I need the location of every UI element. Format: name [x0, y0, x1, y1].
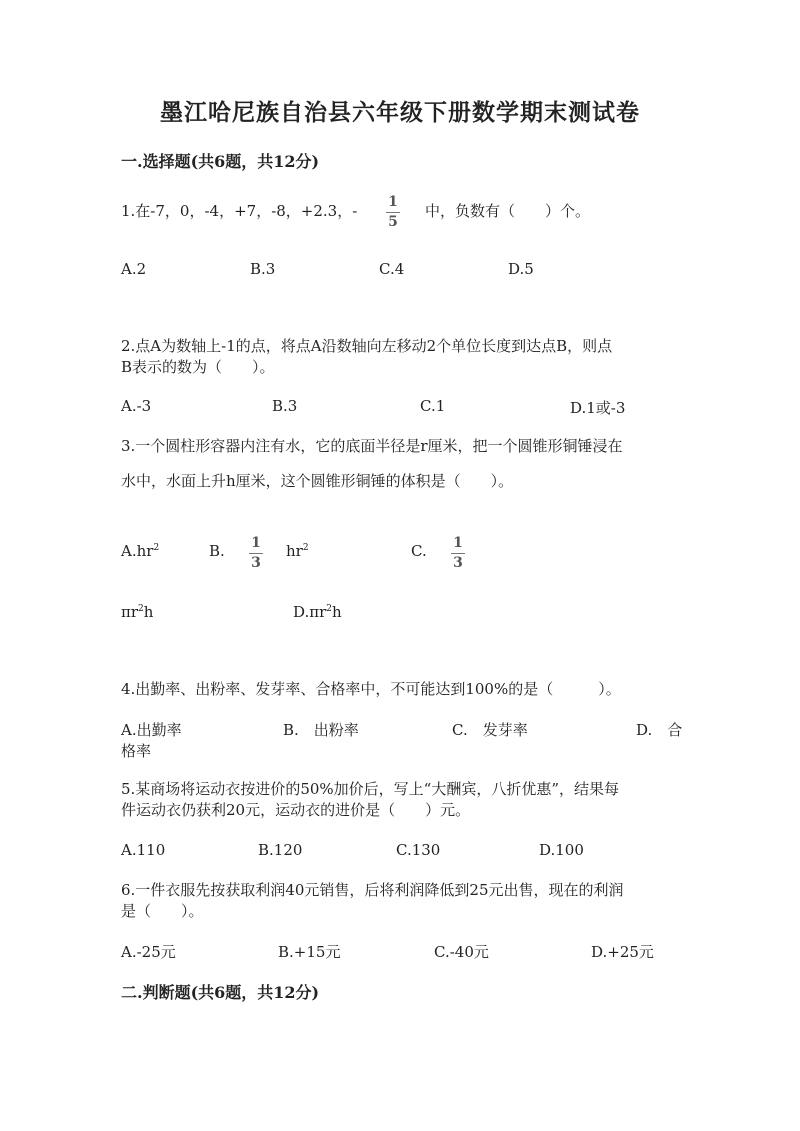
h-text: h — [143, 603, 154, 621]
question-1-option-d[interactable]: D.5 — [508, 260, 534, 278]
question-2-line-1: 2.点A为数轴上-1的点，将点A沿数轴向左移动2个单位长度到达点B，则点 — [121, 337, 613, 355]
question-6-option-a[interactable]: A.-25元 — [121, 943, 176, 961]
exponent: 2 — [326, 604, 333, 614]
question-2-option-c[interactable]: C.1 — [420, 397, 446, 415]
question-3-option-b-tail — [286, 542, 309, 560]
question-2-option-a[interactable]: A.-3 — [121, 397, 152, 415]
fraction-denominator: 5 — [388, 214, 398, 230]
section-heading-judgment: 二.判断题(共6题，共12分) — [121, 983, 320, 1002]
question-4-option-d-wrap: 格率 — [121, 742, 152, 760]
question-5-line-2: 件运动衣仍获利20元，运动衣的进价是（ ）元。 — [121, 801, 471, 819]
question-1-fraction — [383, 194, 403, 231]
question-6-option-c[interactable]: C.-40元 — [434, 943, 489, 961]
question-3-option-b-label[interactable]: B. — [209, 542, 225, 560]
question-4-text: 4.出勤率、出粉率、发芽率、合格率中，不可能达到100%的是（ ）。 — [121, 680, 621, 698]
exponent: 2 — [138, 604, 144, 614]
question-5-option-d[interactable]: D.100 — [539, 841, 584, 859]
fraction-numerator: 1 — [453, 535, 463, 551]
question-4-option-a[interactable]: A.出勤率 — [121, 721, 182, 739]
fraction-numerator: 1 — [388, 194, 398, 210]
exponent: 2 — [302, 543, 309, 553]
question-5-option-b[interactable]: B.120 — [258, 841, 303, 859]
option-b-text: hr — [286, 542, 303, 560]
question-6-option-d[interactable]: D.+25元 — [591, 943, 654, 961]
option-a-text: A.hr — [121, 542, 154, 560]
question-3-option-d[interactable] — [293, 603, 342, 621]
h-text: h — [332, 603, 342, 621]
question-6-line-1: 6.一件衣服先按获取利润40元销售，后将利润降低到25元出售，现在的利润 — [121, 881, 624, 899]
pi-r-text: πr — [121, 603, 139, 621]
question-1-text-b: 中，负数有（ ）个。 — [425, 202, 591, 220]
question-2-line-2: B表示的数为（ ）。 — [121, 358, 275, 376]
question-3-line-1: 3.一个圆柱形容器内注有水，它的底面半径是r厘米，把一个圆锥形铜锤浸在 — [121, 437, 623, 455]
question-4-option-c[interactable]: C. 发芽率 — [452, 721, 528, 739]
exponent: 2 — [153, 543, 160, 553]
question-3-option-a[interactable] — [121, 542, 159, 560]
question-1-option-a[interactable]: A.2 — [121, 260, 147, 278]
fraction-bar — [386, 212, 400, 213]
question-2-option-d[interactable]: D.1或-3 — [570, 399, 626, 417]
question-2-option-b[interactable]: B.3 — [272, 397, 298, 415]
question-4-option-d[interactable]: D. 合 — [636, 721, 683, 739]
question-3-option-b-fraction — [246, 535, 266, 572]
option-d-text: D.πr — [293, 603, 327, 621]
question-3-line-2: 水中，水面上升h厘米，这个圆锥形铜锤的体积是（ ）。 — [121, 472, 514, 490]
fraction-numerator: 1 — [251, 535, 261, 551]
question-1-option-b[interactable]: B.3 — [250, 260, 276, 278]
question-3-option-c-fraction — [448, 535, 468, 572]
question-1-text-a: 1.在-7，0，-4，+7，-8，+2.3，- — [121, 202, 358, 220]
fraction-bar — [451, 553, 465, 554]
fraction-bar — [249, 553, 263, 554]
question-5-option-c[interactable]: C.130 — [396, 841, 441, 859]
question-3-option-c-continued — [121, 603, 153, 621]
fraction-denominator: 3 — [251, 555, 261, 571]
page-title: 墨江哈尼族自治县六年级下册数学期末测试卷 — [160, 99, 640, 126]
question-6-line-2: 是（ ）。 — [121, 902, 204, 920]
question-5-line-1: 5.某商场将运动衣按进价的50%加价后，写上“大酬宾，八折优惠”，结果每 — [121, 780, 619, 798]
section-heading-choice: 一.选择题(共6题，共12分) — [121, 152, 320, 171]
question-6-option-b[interactable]: B.+15元 — [278, 943, 341, 961]
fraction-denominator: 3 — [453, 555, 463, 571]
question-5-option-a[interactable]: A.110 — [121, 841, 166, 859]
question-4-option-b[interactable]: B. 出粉率 — [283, 721, 359, 739]
question-3-option-c-label[interactable]: C. — [411, 542, 427, 560]
question-1-option-c[interactable]: C.4 — [379, 260, 405, 278]
